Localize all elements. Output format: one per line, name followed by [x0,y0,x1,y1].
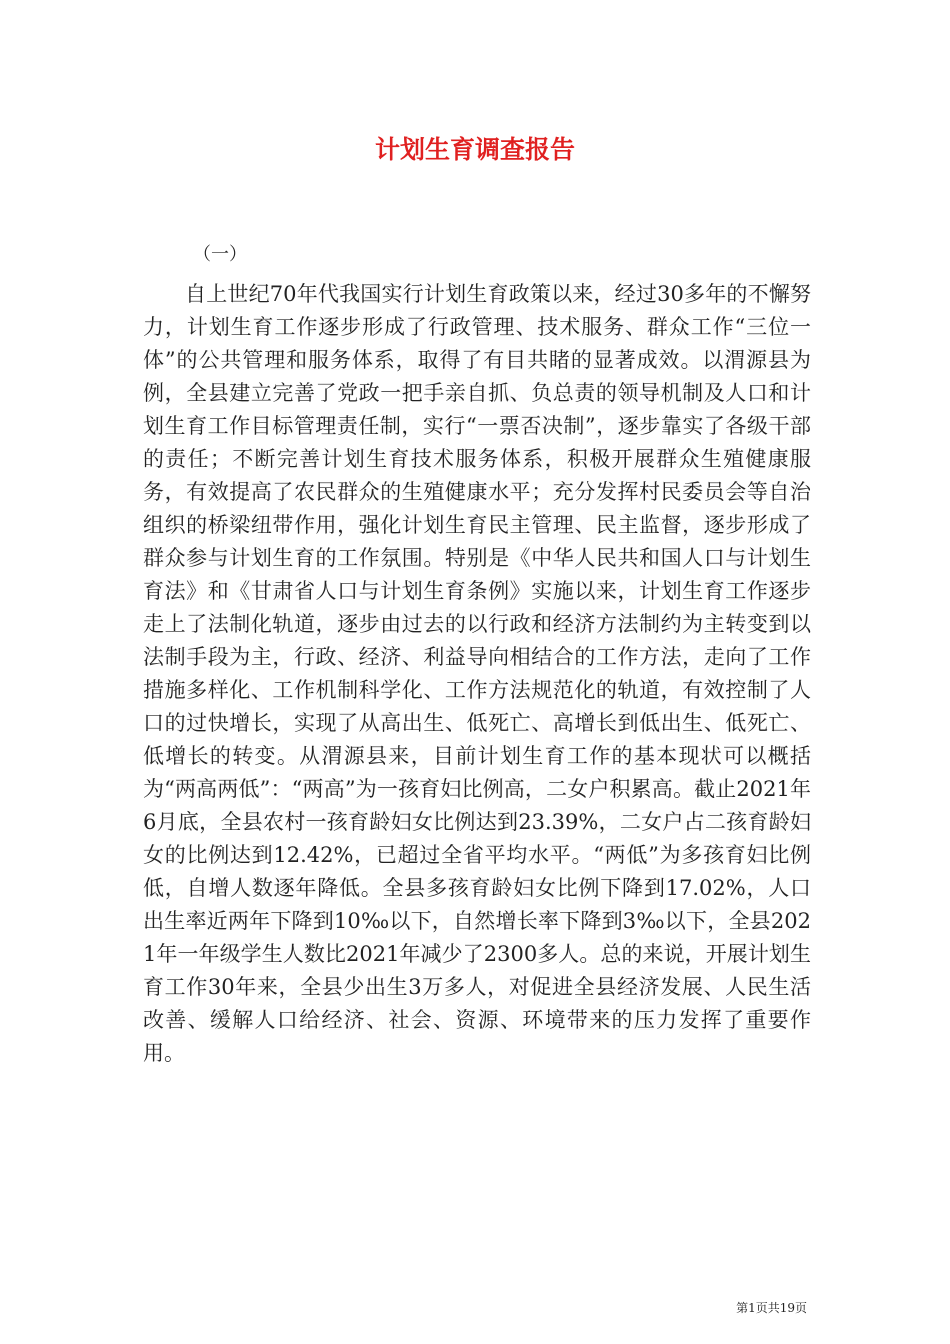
page-indicator: 第1页共19页 [736,1301,807,1315]
document-title: 计划生育调查报告 [374,135,575,164]
body-paragraph: 自上世纪70年代我国实行计划生育政策以来，经过30多年的不懈努力，计划生育工作逐步形成了行政管理、技术服务、群众工作“三位一体”的公共管理和服务体系，取得了有目共睹的显著成效。以渭源县为例，全县建立完善了党政一把手亲自抓、负总责的领导机制及人口和计划生育工作目标管理责任制，实行“一票否决制”，逐步靠实了各级干部的责任；不断完善计划生育技术服务体系，积极开展群众生殖健康服务，有效提高了农民群众的生殖健康水平；充分发挥村民委员会等自治组织的桥梁纽带作用，强化计划生育民主管理、民主监督，逐步形成了群众参与计划生育的工作氛围。特别是《中华人民共和国人口与计划生育法》和《甘肃省人口与计划生育条例》实施以来，计划生育工作逐步走上了法制化轨道，逐步由过去的以行政和经济方法制约为主转变到以法制手段为主，行政、经济、利益导向相结合的工作方法，走向了工作措施多样化、工作机制科学化、工作方法规范化的轨道，有效控制了人口的过快增长，实现了从高出生、低死亡、高增长到低出生、低死亡、低增长的转变。从渭源县来，目前计划生育工作的基本现状可以概括为“两高两低”：“两高”为一孩育妇比例高，二女户积累高。截止2021年6月底，全县农村一孩育龄妇女比例达到23.39%，二女户占二孩育龄妇女的比例达到12.42%，已超过全省平均水平。“两低”为多孩育妇比例低，自增人数逐年降低。全县多孩育龄妇女比例下降到17.02%，人口出生率近两年下降到10‰以下，自然增长率下降到3‰以下，全县2021年一年级学生人数比2021年减少了2300多人。总的来说，开展计划生育工作30年来，全县少出生3万多人，对促进全县经济发展、人民生活改善、缓解人口给经济、社会、资源、环境带来的压力发挥了重要作用。 [143,282,811,1065]
section-marker: （一） [193,244,247,265]
